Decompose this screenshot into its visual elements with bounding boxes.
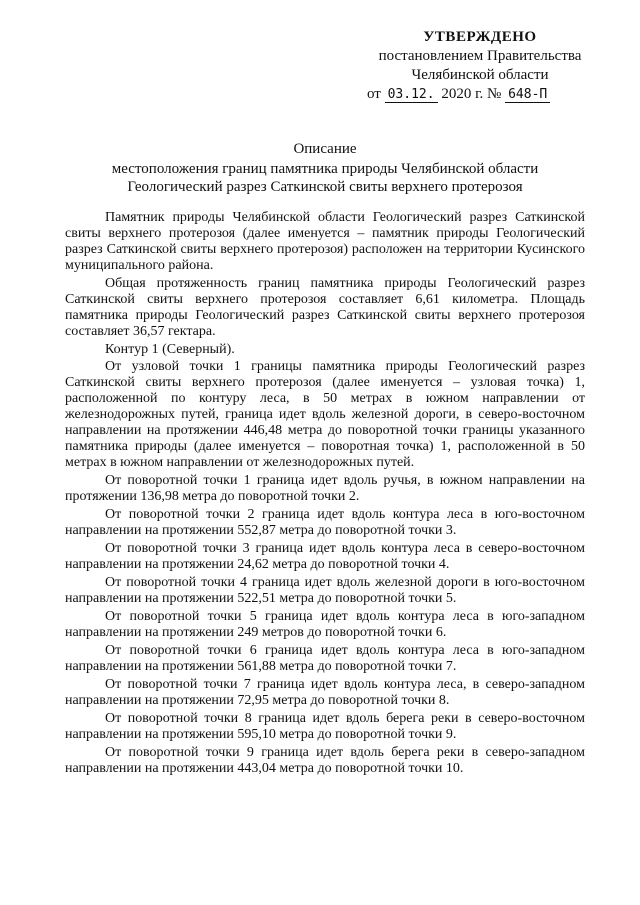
approval-heading: УТВЕРЖДЕНО: [423, 29, 537, 45]
approval-number: 648-П: [505, 87, 550, 103]
paragraph: От поворотной точки 8 граница идет вдоль берега реки в северо-восточном направлении на протяжении 595,10 метра до поворотной точки 9.: [65, 711, 585, 742]
approval-date: 03.12.: [385, 87, 438, 103]
approval-date-line: [355, 85, 605, 104]
contour-heading: Контур 1 (Северный).: [105, 342, 235, 357]
paragraph: Общая протяженность границ памятника природы Геологический разрез Саткинской свиты верхнего протерозоя составляет 6,61 километра. Площадь памятника природы Геологический разрез Саткинской свиты верхнего протерозоя составляет 36,57 гектара.: [65, 276, 585, 339]
paragraph: От поворотной точки 6 граница идет вдоль контура леса в юго-западном направлении на протяжении 561,88 метра до поворотной точки 7.: [65, 643, 585, 674]
approval-year: 2020 г. №: [441, 86, 502, 102]
paragraph: От поворотной точки 9 граница идет вдоль берега реки в северо-западном направлении на протяжении 443,04 метра до поворотной точки 10.: [65, 745, 585, 776]
document-body: [65, 210, 585, 777]
paragraph: От поворотной точки 2 граница идет вдоль контура леса в юго-восточном направлении на протяжении 552,87 метра до поворотной точки 3.: [65, 507, 585, 538]
paragraph: От поворотной точки 1 граница идет вдоль ручья, в южном направлении на протяжении 136,98 метра до поворотной точки 2.: [65, 473, 585, 504]
paragraph: От поворотной точки 7 граница идет вдоль контура леса, в северо-западном направлении на протяжении 72,95 метра до поворотной точки 8.: [65, 677, 585, 708]
approval-stamp: [355, 28, 605, 104]
approval-prefix: от: [367, 86, 381, 102]
approval-line-1: постановлением Правительства: [378, 48, 582, 64]
paragraph: Памятник природы Челябинской области Геологический разрез Саткинской свиты верхнего протерозоя (далее именуется – памятник природы Геологический разрез Саткинской свиты верхнего протерозоя) расположен на территории Кусинского муниципального района.: [65, 210, 585, 273]
paragraph: От поворотной точки 3 граница идет вдоль контура леса в северо-восточном направлении на протяжении 24,62 метра до поворотной точки 4.: [65, 541, 585, 572]
document-title: [70, 140, 580, 196]
title-word: Описание: [293, 141, 357, 157]
title-line-2: Геологический разрез Саткинской свиты верхнего протерозоя: [127, 179, 523, 195]
paragraph: От поворотной точки 4 граница идет вдоль железной дороги в юго-восточном направлении на протяжении 522,51 метра до поворотной точки 5.: [65, 575, 585, 606]
approval-line-2: Челябинской области: [411, 67, 549, 83]
paragraph: От поворотной точки 5 граница идет вдоль контура леса в юго-западном направлении на протяжении 249 метров до поворотной точки 6.: [65, 609, 585, 640]
title-line-1: местоположения границ памятника природы Челябинской области: [111, 161, 539, 177]
paragraph: От узловой точки 1 границы памятника природы Геологический разрез Саткинской свиты верхнего протерозоя (далее именуется – узловая точка) 1, расположенной по контуру леса, в 50 метрах в южном направлении от железнодорожных путей, граница идет вдоль железной дороги, в северо-восточном направлении на протяжении 446,48 метра до поворотной точки границы указанного памятника природы (далее именуется – поворотная точка) 1, расположенной в 50 метрах в южном направлении от железнодорожных путей.: [65, 359, 585, 470]
